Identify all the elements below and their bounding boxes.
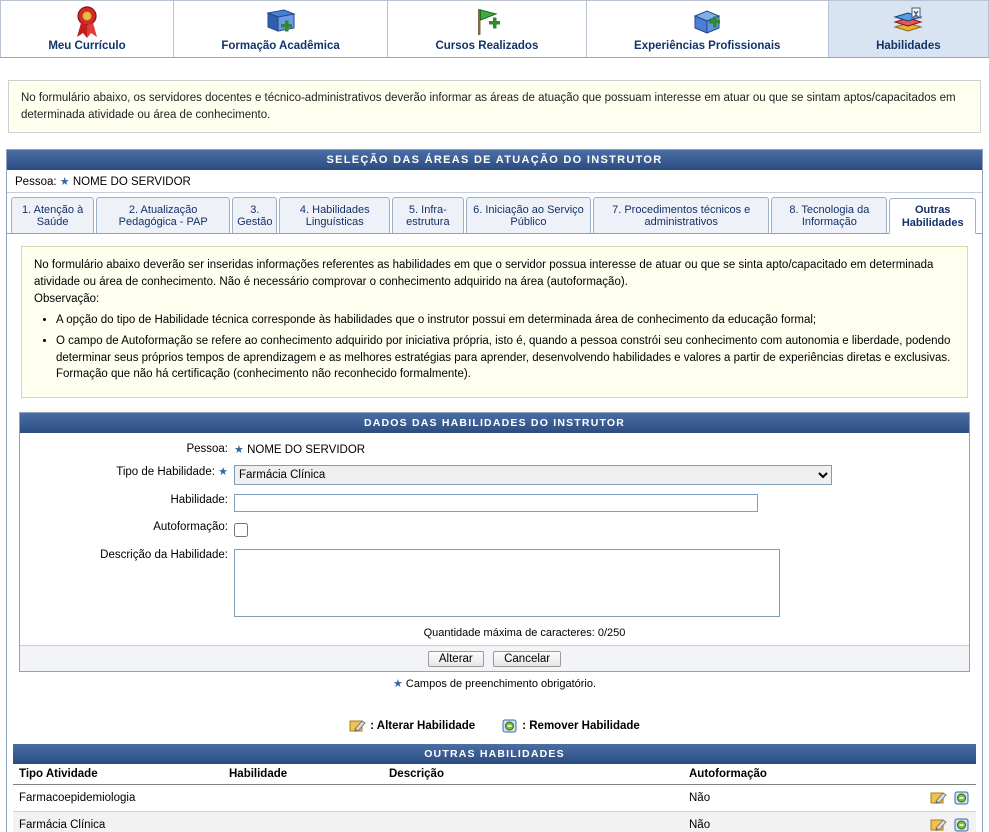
blue-book-icon [264, 5, 298, 39]
info-message: No formulário abaixo, os servidores docentes e técnico-administrativos deverão informar as áreas de atuação que possuam interesse em atuar ou que se sintam aptos/capacitados em determinada atividade ou área de conhecimento. [8, 80, 981, 133]
tab-label: Meu Currículo [48, 40, 126, 53]
required-star-icon: ★ [234, 444, 244, 457]
autoformacao-label: Autoformação: [153, 521, 228, 534]
delete-trash-icon [501, 718, 518, 734]
alterar-button[interactable]: Alterar [428, 651, 484, 667]
legend-alterar [349, 718, 475, 734]
subtab-iniciacao-servico-publico[interactable]: 6. Iniciação ao Serviço Público [466, 197, 591, 233]
col-autoformacao: Autoformação [683, 764, 906, 785]
required-fields-note [7, 672, 982, 692]
form-row-habilidade [20, 492, 969, 512]
subtab-procedimentos-tecnicos[interactable]: 7. Procedimentos técnicos e administrativos [593, 197, 769, 233]
tab-label: Formação Acadêmica [221, 40, 340, 53]
form-body [20, 433, 969, 645]
tab-label: Cursos Realizados [435, 40, 539, 53]
tab-meu-curriculo[interactable] [0, 0, 174, 57]
required-star-icon: ★ [392, 678, 403, 691]
cell-tipo: Farmácia Clínica [13, 812, 223, 832]
cell-habilidade [223, 812, 383, 832]
award-ribbon-icon [72, 5, 102, 39]
tab-label: Habilidades [876, 40, 941, 53]
subtab-atencao-saude[interactable]: 1. Atenção à Saúde [11, 197, 94, 233]
table-row [13, 785, 976, 812]
form-title: DADOS DAS HABILIDADES DO INSTRUTOR [20, 413, 969, 433]
required-star-icon: ★ [59, 176, 70, 189]
cell-autoformacao: Não [683, 785, 906, 812]
results-table-wrap [13, 744, 976, 832]
edit-pencil-icon [349, 718, 366, 734]
legend-alterar-text: : Alterar Habilidade [370, 720, 476, 733]
legend-remover-text: : Remover Habilidade [522, 720, 640, 733]
main-tab-bar [0, 0, 989, 58]
tipo-habilidade-label-text: Tipo de Habilidade: [116, 466, 215, 479]
blue-box-icon [690, 5, 724, 39]
note-bullet: • O campo de Autoformação se refere ao conhecimento adquirido por iniciativa própria, isto é, quando a pessoa constrói seu conhecimento com autonomia e liberdade, podendo determinar seus próprios tempos de aprendizagem e as melhores estratégias para aprender, desenvolvendo habilidades e valores a partir de experiências diretas e exclusivas. Formação que não há certificação (conhecimento não reconhecido formalmente). [56, 333, 955, 383]
cell-tipo: Farmacoepidemiologia [13, 785, 223, 812]
tab-label: Experiências Profissionais [634, 40, 781, 53]
pessoa-value: NOME DO SERVIDOR [247, 444, 366, 457]
selection-panel [6, 149, 983, 832]
results-title: OUTRAS HABILIDADES [13, 744, 976, 764]
col-descricao: Descrição [383, 764, 683, 785]
legend-remover [501, 718, 640, 734]
delete-trash-icon[interactable] [953, 790, 970, 806]
habilidade-label: Habilidade: [170, 494, 228, 507]
edit-pencil-icon[interactable] [930, 790, 947, 806]
subtab-habilidades-linguisticas[interactable]: 4. Habilidades Linguísticas [279, 197, 390, 233]
cell-actions [906, 785, 976, 812]
note-observacao-label: Observação: [34, 292, 100, 305]
form-row-descricao [20, 547, 969, 620]
char-counter: Quantidade máxima de caracteres: 0/250 [423, 627, 626, 640]
panel-pessoa-value: NOME DO SERVIDOR [72, 176, 191, 189]
required-star-icon: ★ [218, 466, 228, 479]
note-paragraph: No formulário abaixo deverão ser inseridas informações referentes as habilidades em que o servidor possua interesse de atuar ou que se sinta apto/capacitado em determinada atividade ou área de conhecimento. Não é necessário comprovar o conhecimento adquirido na área (autoformação). [34, 259, 934, 289]
descricao-label: Descrição da Habilidade: [100, 549, 228, 562]
tab-experiencias-profissionais[interactable] [587, 0, 829, 57]
subtab-gestao[interactable]: 3. Gestão [232, 197, 277, 233]
books-stack-icon [891, 5, 925, 39]
panel-title: SELEÇÃO DAS ÁREAS DE ATUAÇÃO DO INSTRUTOR [7, 150, 982, 170]
tipo-habilidade-label [20, 463, 234, 478]
subtab-infra-estrutura[interactable]: 5. Infra-estrutura [392, 197, 464, 233]
delete-trash-icon[interactable] [953, 817, 970, 832]
subtab-tecnologia-informacao[interactable]: 8. Tecnologia da Informação [771, 197, 887, 233]
area-tab-bar [7, 193, 982, 234]
note-bullet: • A opção do tipo de Habilidade técnica corresponde às habilidades que o instrutor possui em determinada área de conhecimento da educação formal; [56, 312, 955, 329]
instructions-note [21, 246, 968, 398]
green-flag-icon [470, 5, 504, 39]
results-table [13, 764, 976, 832]
required-fields-text: Campos de preenchimento obrigatório. [405, 678, 597, 691]
col-actions [906, 764, 976, 785]
col-tipo-atividade: Tipo Atividade [13, 764, 223, 785]
action-legend [7, 718, 982, 734]
autoformacao-checkbox[interactable] [234, 523, 248, 537]
note-bullets [34, 312, 955, 383]
cancelar-button[interactable]: Cancelar [493, 651, 561, 667]
cell-habilidade [223, 785, 383, 812]
habilidade-input[interactable] [234, 494, 758, 512]
form-row-pessoa [20, 441, 969, 456]
descricao-textarea[interactable] [234, 549, 780, 617]
edit-pencil-icon[interactable] [930, 817, 947, 832]
panel-pessoa-row [7, 170, 982, 193]
pessoa-label: Pessoa: [186, 443, 228, 456]
tab-cursos-realizados[interactable] [388, 0, 587, 57]
cell-autoformacao: Não [683, 812, 906, 832]
cell-descricao [383, 812, 683, 832]
tab-habilidades[interactable] [829, 0, 989, 57]
subtab-atualizacao-pedagogica[interactable]: 2. Atualização Pedagógica - PAP [96, 197, 230, 233]
cell-descricao [383, 785, 683, 812]
col-habilidade: Habilidade [223, 764, 383, 785]
subtab-outras-habilidades[interactable]: Outras Habilidades [889, 198, 976, 234]
table-header-row [13, 764, 976, 785]
tipo-habilidade-select[interactable] [234, 465, 832, 485]
pessoa-value-wrap [234, 441, 365, 456]
panel-pessoa-label: Pessoa: [15, 176, 57, 189]
tab-formacao-academica[interactable] [174, 0, 388, 57]
form-row-tipo [20, 463, 969, 485]
form-row-autoformacao [20, 519, 969, 540]
form-buttons [20, 645, 969, 671]
cell-actions [906, 812, 976, 832]
table-row [13, 812, 976, 832]
skill-form [19, 412, 970, 672]
